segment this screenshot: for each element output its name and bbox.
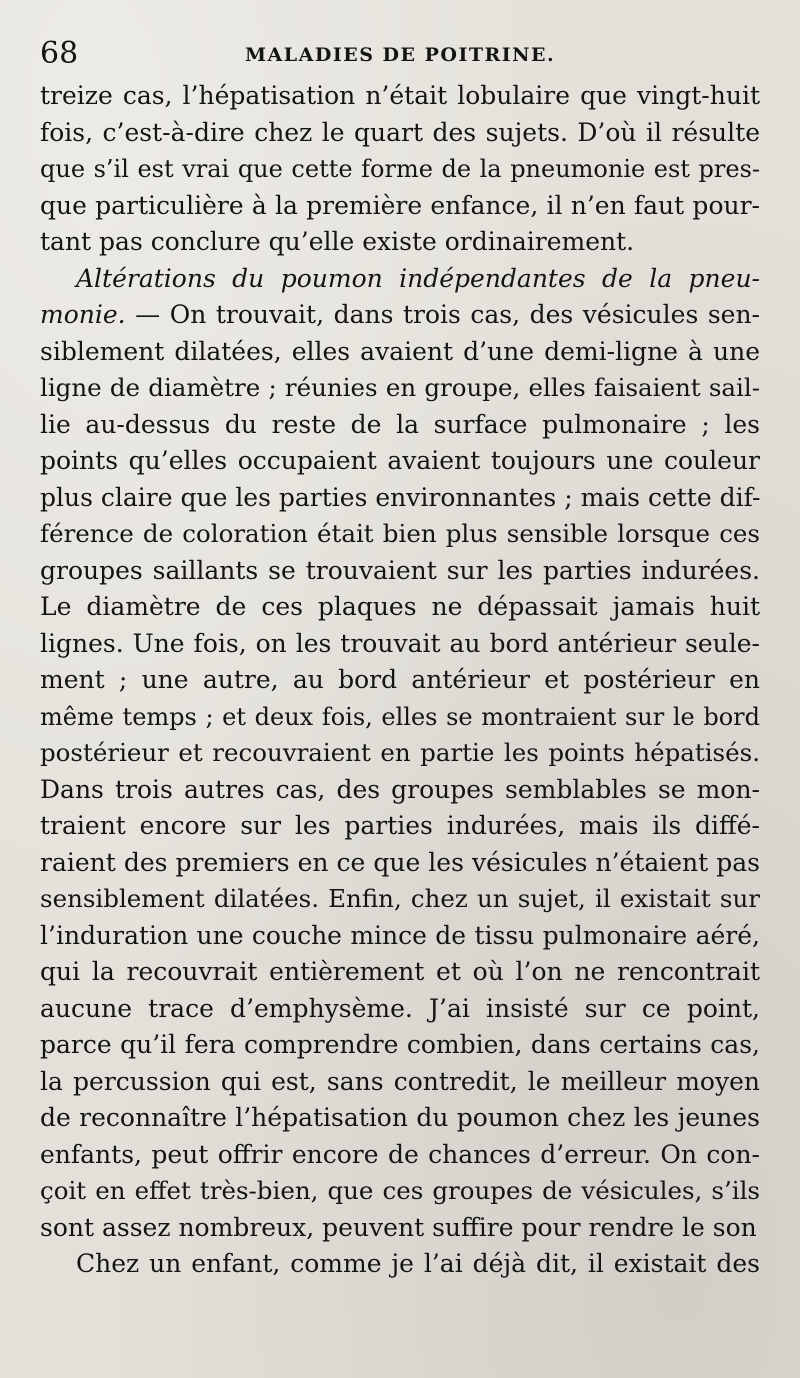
text-line: ment ; une autre, au bord antérieur et postérieur en (40, 665, 760, 694)
page-header (40, 36, 760, 72)
text-line: que s’il est vrai que cette forme de la pneumonie est pres- (40, 155, 760, 183)
text-line: plus claire que les parties environnantes ; mais cette dif- (40, 482, 761, 512)
text-line: de reconnaître l’hépatisation du poumon chez les jeunes (40, 1103, 760, 1132)
text-line: Dans trois autres cas, des groupes semblables se mon- (40, 774, 760, 804)
text-line: la percussion qui est, sans contredit, le meilleur moyen (40, 1066, 760, 1096)
text-line: férence de coloration était bien plus sensible lorsque ces (40, 519, 760, 548)
section-heading: Altérations du poumon indépendantes de la pneu- (76, 263, 760, 293)
running-title: MALADIES DE POITRINE. (245, 44, 556, 66)
body-text (40, 78, 760, 1283)
text-line (40, 297, 760, 334)
text-line: treize cas, l’hépatisation n’était lobulaire que vingt-huit (40, 81, 760, 110)
text-line: tant pas conclure qu’elle existe ordinairement. (40, 227, 635, 256)
text-line: l’induration une couche mince de tissu pulmonaire aéré, (40, 920, 760, 950)
page-number: 68 (40, 36, 79, 71)
text-line: sensiblement dilatées. Enfin, chez un sujet, il existait sur (40, 884, 760, 913)
section-heading-end: monie. (40, 300, 126, 329)
text-line: Chez un enfant, comme je l’ai déjà dit, il existait des (76, 1249, 760, 1278)
text-line: lie au-dessus du reste de la surface pulmonaire ; les (40, 409, 760, 439)
text-line: groupes saillants se trouvaient sur les parties indurées. (40, 555, 760, 585)
text-line: enfants, peut offrir encore de chances d’erreur. On con- (40, 1139, 760, 1169)
text-line: traient encore sur les parties indurées, mais ils diffé- (40, 811, 760, 840)
text-line: ligne de diamètre ; réunies en groupe, elles faisaient sail- (40, 373, 760, 402)
text-line: que particulière à la première enfance, il n’en faut pour- (40, 190, 760, 220)
text-line: parce qu’il fera comprendre combien, dans certains cas, (40, 1030, 760, 1059)
text-line: qui la recouvrait entièrement et où l’on ne rencontrait (40, 957, 760, 986)
text-line: postérieur et recouvraient en partie les points hépatisés. (40, 738, 760, 767)
text-segment: — On trouvait, dans trois cas, des vésicules sen- (125, 300, 760, 329)
text-line: fois, c’est-à-dire chez le quart des sujets. D’où il résulte (40, 117, 760, 147)
text-line: lignes. Une fois, on les trouvait au bord antérieur seule- (40, 628, 760, 658)
text-line: raient des premiers en ce que les vésicules n’étaient pas (40, 847, 760, 877)
text-line: aucune trace d’emphysème. J’ai insisté sur ce point, (40, 993, 760, 1023)
text-line: Le diamètre de ces plaques ne dépassait jamais huit (40, 592, 760, 621)
text-line: çoit en effet très-bien, que ces groupes de vésicules, s’ils (40, 1176, 760, 1205)
text-line: siblement dilatées, elles avaient d’une demi-ligne à une (40, 336, 760, 366)
text-line: sont assez nombreux, peuvent suffire pour rendre le son (40, 1212, 757, 1242)
text-line: même temps ; et deux fois, elles se montraient sur le bord (40, 702, 760, 731)
text-line: points qu’elles occupaient avaient toujours une couleur (40, 446, 760, 475)
